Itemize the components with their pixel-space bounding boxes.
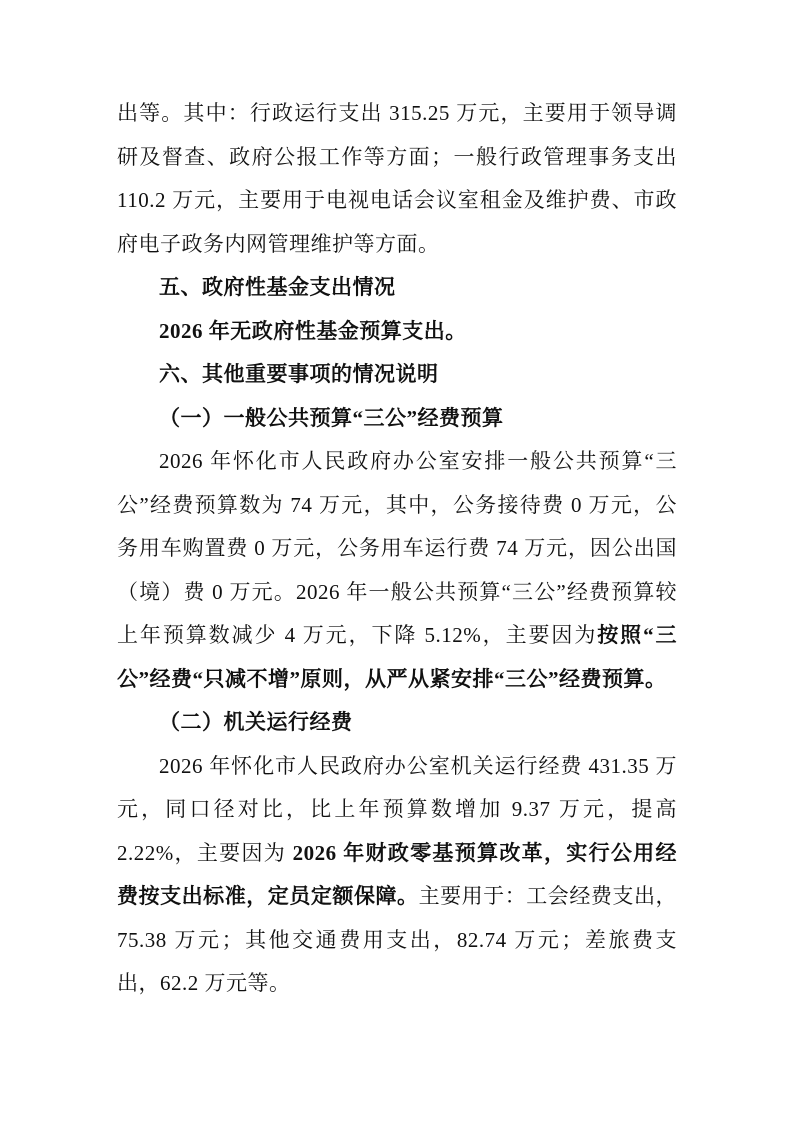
text-run: 出等。其中：行政运行支出 315.25 万元，主要用于领导调研及督查、政府公报工作等方面；一般行政管理事务支出 110.2 万元，主要用于电视电话会议室租金及维护费、市政府电子政务内网管理维护等方面。 [117, 101, 677, 256]
paragraph-agency-operating-funds [117, 745, 677, 1006]
text-run: （一）一般公共预算“三公”经费预算 [159, 405, 504, 430]
text-run: 主要用于：工会经费支出，75.38 万元；其他交通费用支出，82.74 万元；差旅费支出，62.2 万元等。 [117, 884, 678, 995]
text-run: 2026 年怀化市人民政府办公室安排一般公共预算“三公”经费预算数为 74 万元，其中，公务接待费 0 万元，公务用车购置费 0 万元，公务用车运行费 74 万元，因公出国（境）费 0 万元。2026 年一般公共预算“三公”经费预算较上年预算数减少 4 万元，下降 5.12%，主要因为 [117, 449, 677, 647]
heading-section-5-government-funds [117, 266, 677, 310]
text-run: 2026 年无政府性基金预算支出。 [159, 318, 467, 343]
document-body [117, 92, 677, 1006]
heading-section-6-other-matters [117, 353, 677, 397]
text-run: 五、政府性基金支出情况 [159, 276, 396, 299]
text-run: 2026 年怀化市人民政府办公室机关运行经费 431.35 万元，同口径对比，比上年预算数增加 9.37 万元，提高 2.22%，主要因为 [117, 753, 677, 865]
paragraph-three-public-funds [117, 440, 677, 701]
text-run: （二）机关运行经费 [159, 710, 353, 734]
text-run-bold-emphasis: 按照“三公”经费“只减不增”原则，从严从紧安排“三公”经费预算。 [117, 623, 677, 691]
paragraph-admin-expenditure-continuation [117, 92, 677, 266]
text-run: 六、其他重要事项的情况说明 [159, 363, 439, 386]
text-run-bold-emphasis: 2026 年财政零基预算改革，实行公用经费按支出标准，定员定额保障。 [117, 840, 677, 908]
heading-subsection-1-three-public-budget [117, 397, 677, 441]
heading-subsection-2-agency-operating-funds [117, 701, 677, 745]
paragraph-no-government-fund-budget [117, 310, 677, 354]
